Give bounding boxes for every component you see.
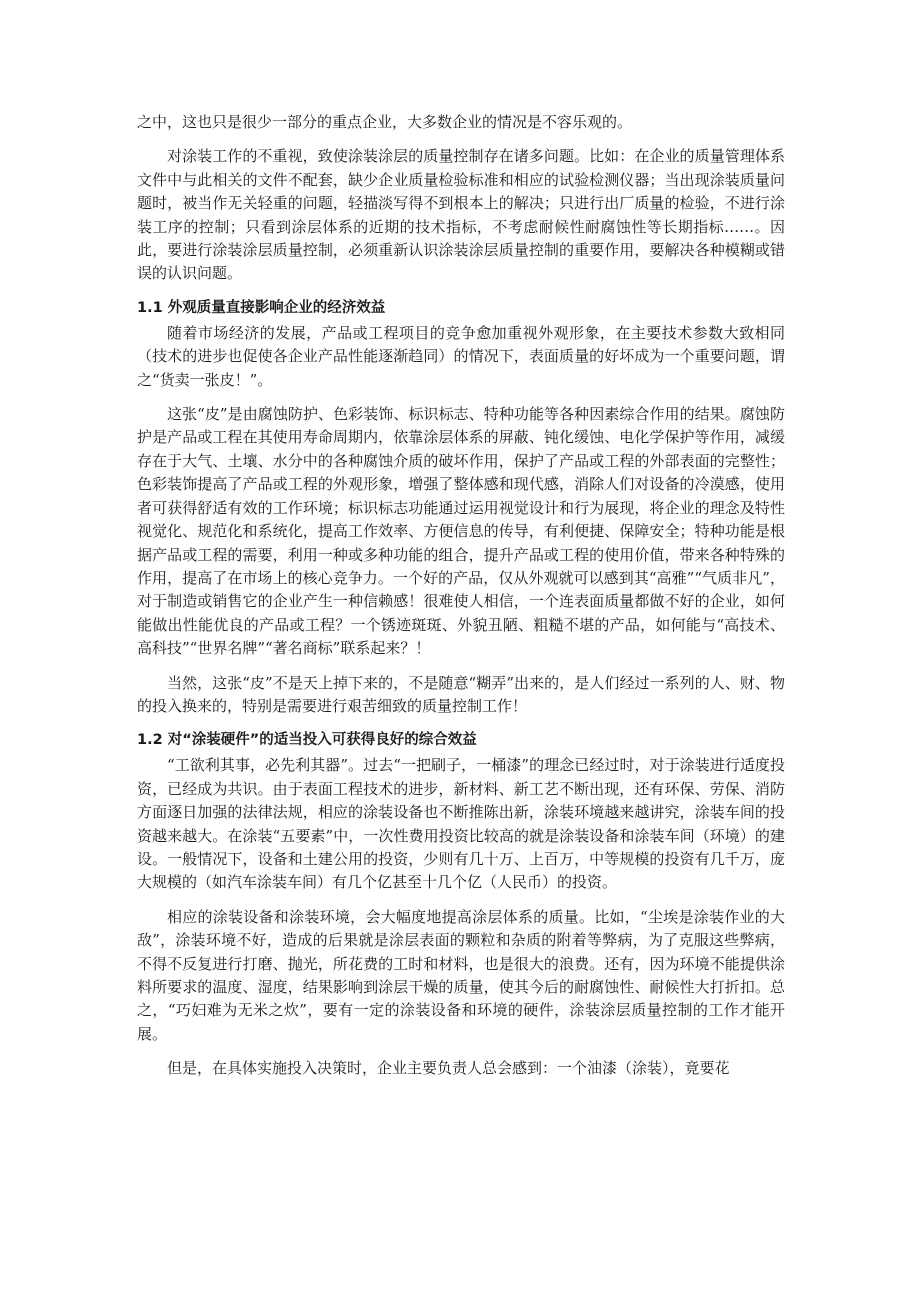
- paragraph-quality-problems: 对涂装工作的不重视，致使涂装涂层的质量控制存在诸多问题。比如：在企业的质量管理体系文件中与此相关的文件不配套，缺少企业质量检验标准和相应的试验检测仪器；当出现涂装质量问题时，被当作无关轻重的问题，轻描淡写得不到根本上的解决；只进行出厂质量的检验，不进行涂装工序的控制；只看到涂层体系的近期的技术指标，不考虑耐候性耐腐蚀性等长期指标……。因此，要进行涂装涂层质量控制，必须重新认识涂装涂层质量控制的重要作用，要解决各种模糊或错误的认识问题。: [137, 147, 785, 283]
- body-text: [137, 111, 785, 1092]
- section-heading-1-1: 1.1 外观质量直接影响企业的经济效益: [137, 299, 386, 316]
- paragraph-market-appearance: 随着市场经济的发展，产品或工程项目的竞争愈加重视外观形象，在主要技术参数大致相同（技术的进步也促使各企业产品性能逐渐趋同）的情况下，表面质量的好坏成为一个重要问题，谓之“货卖一张皮！”。: [137, 323, 785, 389]
- paragraph-hardware-investment: “工欲利其事，必先利其器”。过去“一把刷子，一桶漆”的理念已经过时，对于涂装进行适度投资，已经成为共识。由于表面工程技术的进步，新材料、新工艺不断出现，还有环保、劳保、消防方面逐日加强的法律法规，相应的涂装设备也不断推陈出新，涂装环境越来越讲究，涂装车间的投资越来越大。在涂装“五要素”中，一次性费用投资比较高的就是涂装设备和涂装车间（环境）的建设。一般情况下，设备和土建公用的投资，少则有几十万、上百万，中等规模的投资有几千万，庞大规模的（如汽车涂装车间）有几个亿甚至十几个亿（人民币）的投资。: [137, 756, 785, 892]
- paragraph-skin-investment: 当然，这张“皮”不是天上掉下来的，不是随意“糊弄”出来的，是人们经过一系列的人、财、物的投入换来的，特别是需要进行艰苦细致的质量控制工作！: [137, 673, 785, 715]
- paragraph-skin-factors: 这张“皮”是由腐蚀防护、色彩装饰、标识标志、特种功能等各种因素综合作用的结果。腐蚀防护是产品或工程在其使用寿命周期内，依靠涂层体系的屏蔽、钝化缓蚀、电化学保护等作用，减缓存在于大气、土壤、水分中的各种腐蚀介质的破坏作用，保护了产品或工程的外部表面的完整性；色彩装饰提高了产品或工程的外观形象，增强了整体感和现代感，消除人们对设备的冷漠感，使用者可获得舒适有效的工作环境；标识标志功能通过运用视觉设计和行为展现，将企业的理念及特性视觉化、规范化和系统化，提高工作效率、方便信息的传导，有利便捷、保障安全；特种功能是根据产品或工程的需要，利用一种或多种功能的组合，提升产品或工程的使用价值，带来各种特殊的作用，提高了在市场上的核心竞争力。一个好的产品，仅从外观就可以感到其“高雅”“气质非凡”，对于制造或销售它的企业产生一种信赖感！很难使人相信，一个连表面质量都做不好的企业，如何能做出性能优良的产品或工程？一个锈迹斑斑、外貌丑陋、粗糙不堪的产品，如何能与“高技术、高科技”“世界名牌”“著名商标”联系起来？！: [137, 405, 785, 658]
- section-heading-1-2: 1.2 对“涂装硬件”的适当投入可获得良好的综合效益: [137, 732, 477, 749]
- paragraph-equipment-environment: 相应的涂装设备和涂装环境，会大幅度地提高涂层体系的质量。比如，“尘埃是涂装作业的大敌”，涂装环境不好，造成的后果就是涂层表面的颗粒和杂质的附着等弊病，为了克服这些弊病，不得不反复进行打磨、抛光，所花费的工时和材料，也是很大的浪费。还有，因为环境不能提供涂料所要求的温度、湿度，结果影响到涂层干燥的质量，使其今后的耐腐蚀性、耐候性大打折扣。总之，“巧妇难为无米之炊”，要有一定的涂装设备和环境的硬件，涂装涂层质量控制的工作才能开展。: [137, 907, 785, 1043]
- paragraph-decision: 但是，在具体实施投入决策时，企业主要负责人总会感到：一个油漆（涂装），竟要花: [167, 1059, 730, 1078]
- paragraph-continuation: 之中，这也只是很少一部分的重点企业，大多数企业的情况是不容乐观的。: [137, 113, 633, 131]
